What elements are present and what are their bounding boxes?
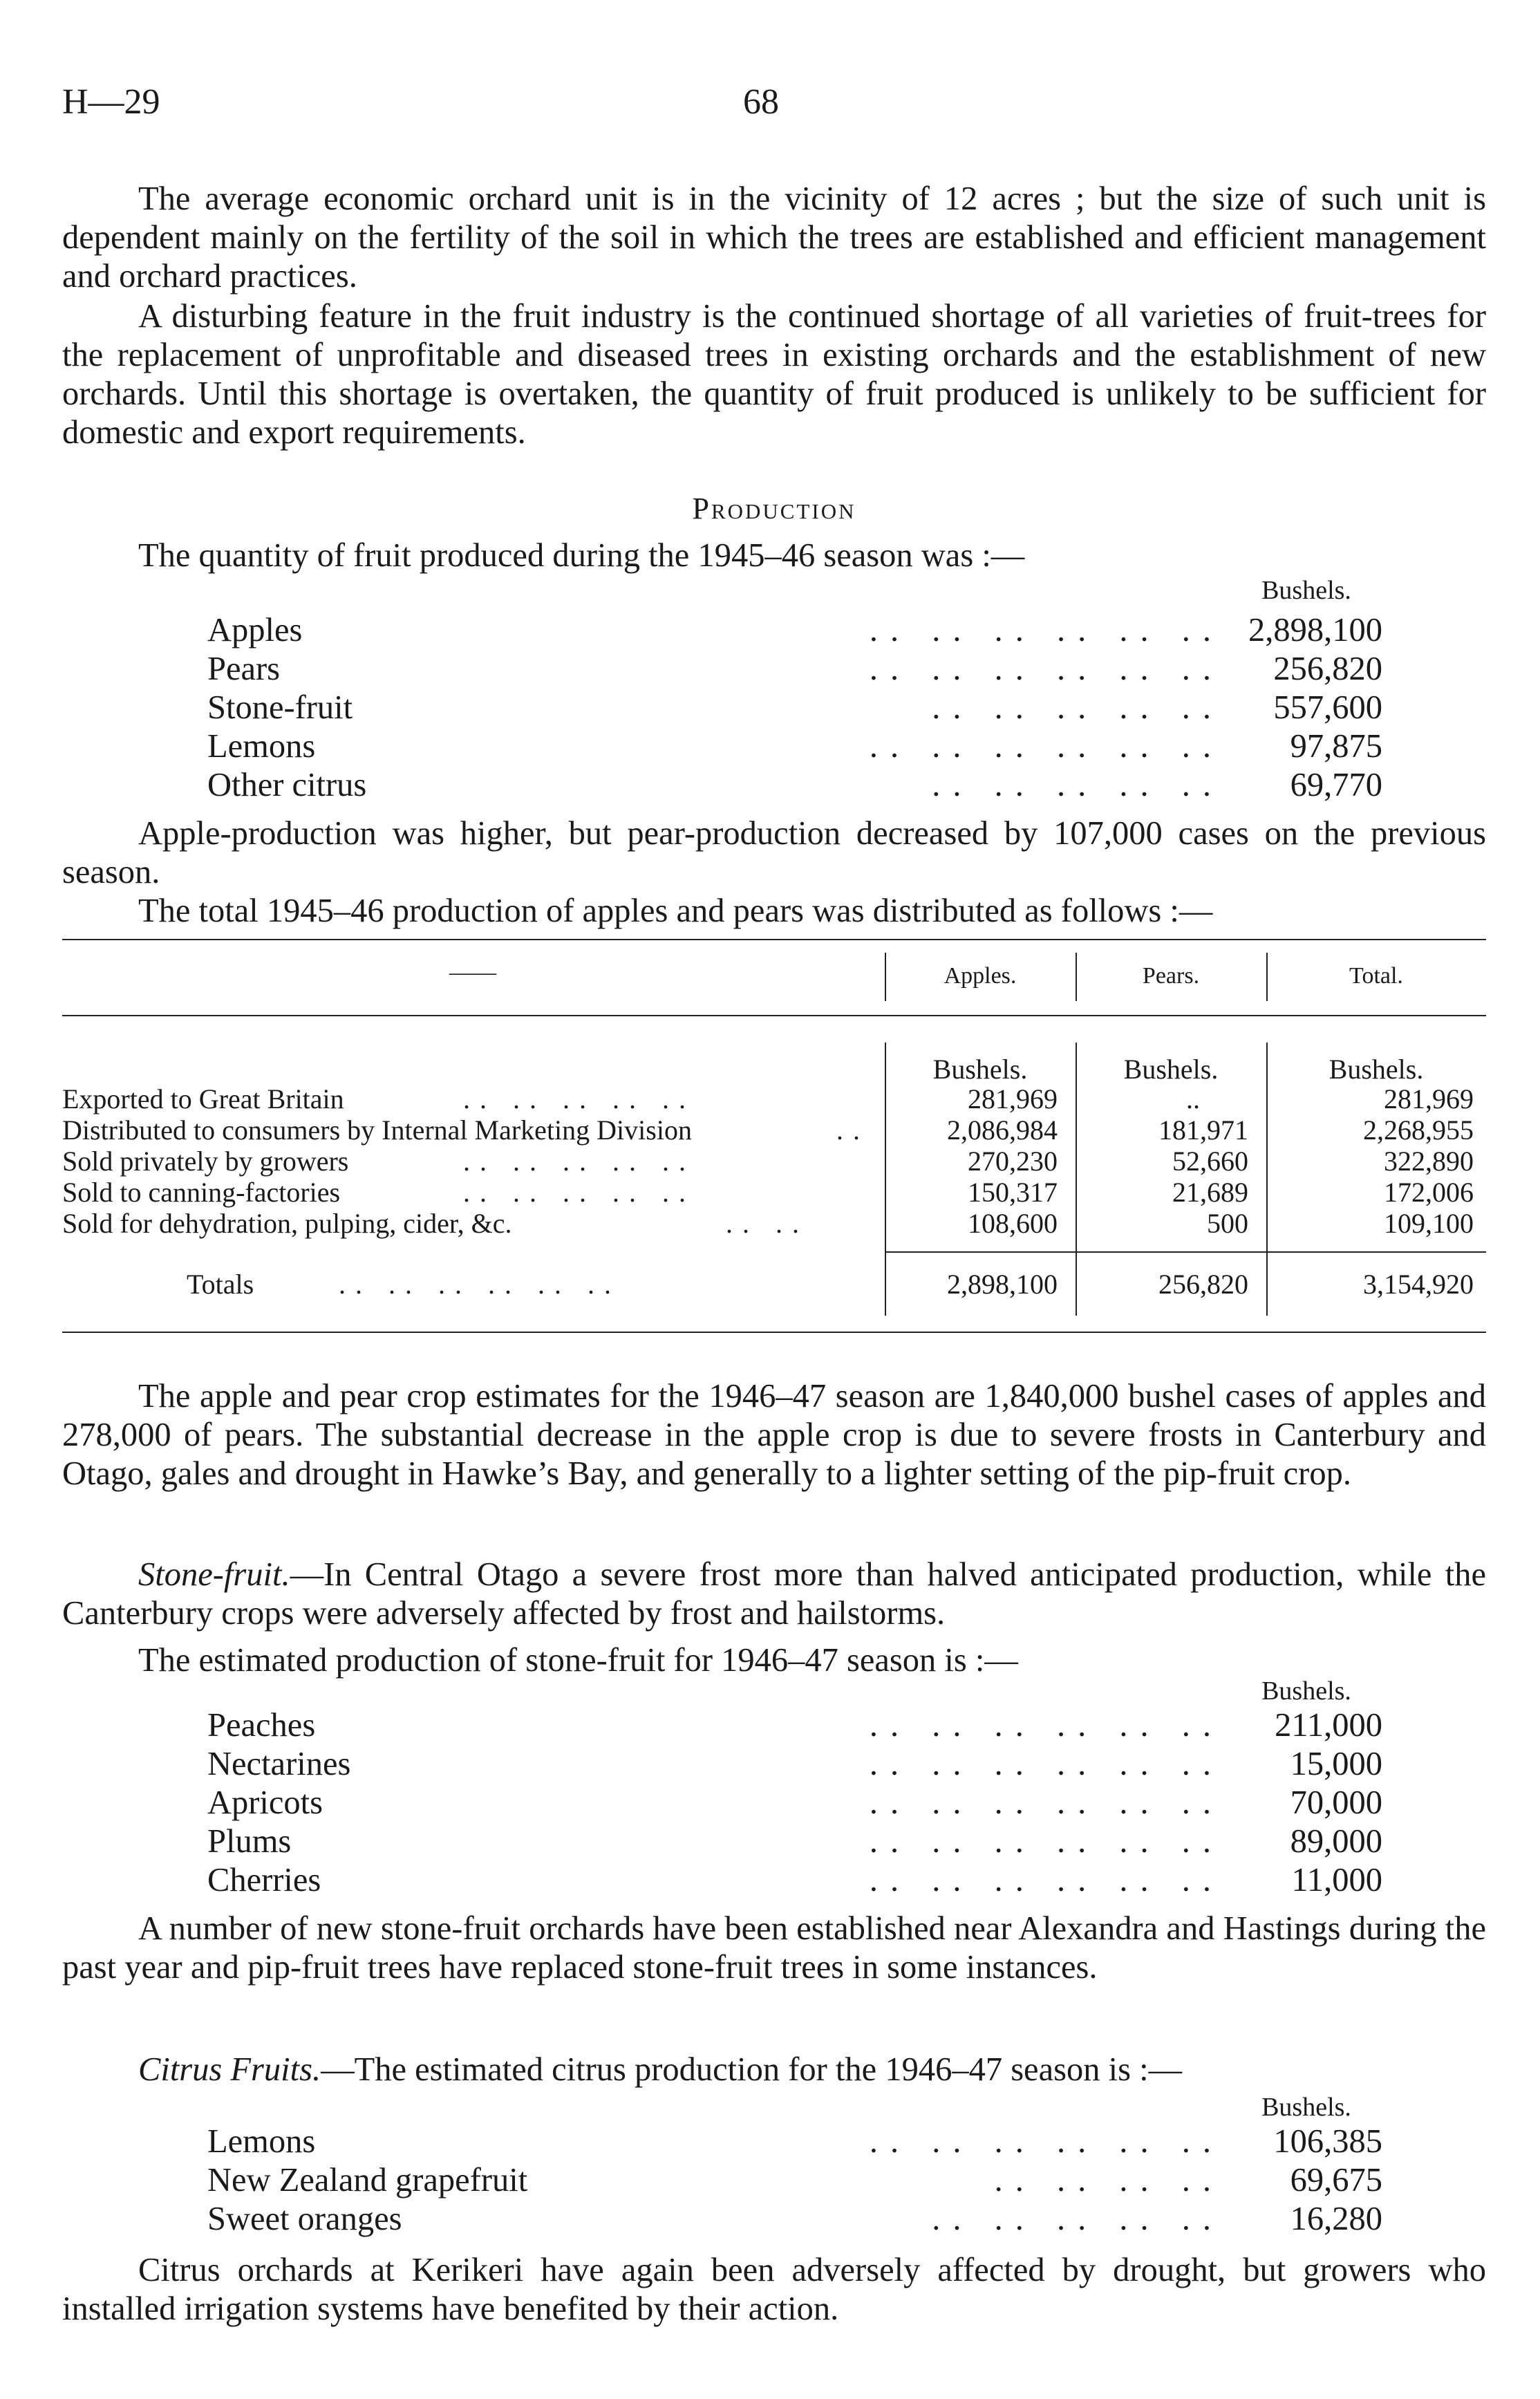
cell-apples: 150,317 bbox=[968, 1177, 1058, 1208]
stone-fruit-list bbox=[207, 1676, 1382, 1904]
document-code: H—29 bbox=[62, 82, 160, 122]
stone-fruit-intro: The estimated production of stone-fruit for 1946–47 season is :— bbox=[138, 1642, 1018, 1679]
stone-fruit-unit: Bushels. bbox=[1261, 1677, 1351, 1706]
unit-pears: Bushels. bbox=[1123, 1054, 1219, 1085]
row-label: Distributed to consumers by Internal Marketing Division bbox=[62, 1114, 692, 1146]
list-item-label: Plums bbox=[207, 1822, 298, 1860]
citrus-heading: Citrus Fruits. bbox=[138, 2051, 321, 2088]
list-item-value: 2,898,100 bbox=[1248, 612, 1382, 648]
total-total: 3,154,920 bbox=[1363, 1269, 1474, 1300]
list-item-value: 97,875 bbox=[1290, 728, 1382, 765]
cell-pears: 52,660 bbox=[1172, 1146, 1248, 1177]
cell-total: 281,969 bbox=[1384, 1083, 1474, 1114]
production-intro: The quantity of fruit produced during the 1945–46 season was :— bbox=[138, 537, 1025, 574]
cell-apples: 281,969 bbox=[968, 1083, 1058, 1114]
list-item: Sweet oranges .. .. .. .. .. 16,280 bbox=[207, 2201, 1382, 2237]
unit-apples: Bushels. bbox=[932, 1054, 1028, 1085]
list-item: Pears .. .. .. .. .. .. 256,820 bbox=[207, 651, 1382, 687]
unit-total: Bushels. bbox=[1328, 1054, 1424, 1085]
row-label: Sold for dehydration, pulping, cider, &c. bbox=[62, 1208, 512, 1239]
list-item-value: 16,280 bbox=[1290, 2201, 1382, 2237]
cell-total: 172,006 bbox=[1384, 1177, 1474, 1208]
list-item: Lemons .. .. .. .. .. .. 106,385 bbox=[207, 2123, 1382, 2160]
column-header-pears: Pears. bbox=[1142, 963, 1200, 989]
list-item-label: Apricots bbox=[207, 1784, 330, 1822]
table-row: Exported to Great Britain .. .. .. .. .. 281,969 .. 281,969 bbox=[62, 1083, 1474, 1114]
cell-total: 322,890 bbox=[1384, 1146, 1474, 1177]
production-list bbox=[207, 575, 1382, 810]
list-item-label: New Zealand grapefruit bbox=[207, 2161, 534, 2199]
list-item-value: 11,000 bbox=[1291, 1862, 1382, 1898]
list-item-value: 106,385 bbox=[1273, 2123, 1382, 2160]
list-item-label: Stone-fruit bbox=[207, 689, 359, 727]
production-unit: Bushels. bbox=[1261, 576, 1351, 605]
list-item-label: Pears bbox=[207, 650, 287, 688]
list-item-value: 70,000 bbox=[1290, 1784, 1382, 1821]
cell-total: 109,100 bbox=[1384, 1208, 1474, 1239]
cell-total: 2,268,955 bbox=[1363, 1114, 1474, 1146]
list-item: Cherries .. .. .. .. .. .. 11,000 bbox=[207, 1862, 1382, 1898]
stone-fruit-paragraph: Stone-fruit.—In Central Otago a severe frost more than halved anticipated production, while the Canterbury crops were adversely affected by frost and hailstorms. bbox=[62, 1556, 1486, 1632]
column-header-total: Total. bbox=[1349, 963, 1403, 989]
list-item-value: 89,000 bbox=[1290, 1823, 1382, 1860]
cell-pears: 181,971 bbox=[1158, 1114, 1248, 1146]
list-item-value: 15,000 bbox=[1290, 1746, 1382, 1782]
total-pears: 256,820 bbox=[1158, 1269, 1248, 1300]
list-item: Peaches .. .. .. .. .. .. 211,000 bbox=[207, 1707, 1382, 1744]
citrus-unit: Bushels. bbox=[1261, 2093, 1351, 2122]
total-apples: 2,898,100 bbox=[947, 1269, 1058, 1300]
cell-pears: 500 bbox=[1207, 1208, 1248, 1239]
list-item-label: Peaches bbox=[207, 1706, 322, 1744]
intro-paragraph-1: The average economic orchard unit is in the vicinity of 12 acres ; but the size of such unit is dependent mainly on the fertility of the soil in which the trees are established and efficient management and orchard practices. bbox=[62, 180, 1486, 295]
list-item-label: Lemons bbox=[207, 2122, 322, 2160]
list-item-label: Cherries bbox=[207, 1861, 328, 1899]
blank-column-header: —— bbox=[449, 960, 496, 985]
table-totals-row: Totals .. .. .. .. .. .. 2,898,100 256,820 3,154,920 bbox=[187, 1269, 1474, 1300]
table-row: Distributed to consumers by Internal Marketing Division .. 2,086,984 181,971 2,268,955 bbox=[62, 1114, 1474, 1146]
production-title: Production bbox=[692, 492, 856, 525]
stone-fruit-note: A number of new stone-fruit orchards have been established near Alexandra and Hastings during the past year and pip-fruit trees have replaced stone-fruit trees in some instances. bbox=[62, 1910, 1486, 1986]
list-item-label: Lemons bbox=[207, 727, 322, 765]
list-item-value: 69,770 bbox=[1290, 767, 1382, 803]
list-item: Other citrus .. .. .. .. .. 69,770 bbox=[207, 767, 1382, 803]
citrus-list bbox=[207, 2092, 1382, 2244]
citrus-note: Citrus orchards at Kerikeri have again been adversely affected by drought, but growers who installed irrigation systems have benefited by their action. bbox=[62, 2252, 1486, 2327]
list-item-value: 557,600 bbox=[1273, 689, 1382, 726]
table-row: Sold for dehydration, pulping, cider, &c. .. .. 108,600 500 109,100 bbox=[62, 1208, 1474, 1239]
page-number: 68 bbox=[743, 82, 779, 122]
list-item: Apples .. .. .. .. .. .. 2,898,100 bbox=[207, 612, 1382, 648]
cell-apples: 2,086,984 bbox=[947, 1114, 1058, 1146]
list-item-value: 69,675 bbox=[1290, 2162, 1382, 2199]
cell-apples: 108,600 bbox=[968, 1208, 1058, 1239]
list-item: Lemons .. .. .. .. .. .. 97,875 bbox=[207, 728, 1382, 765]
distribution-intro: The total 1945–46 production of apples and pears was distributed as follows :— bbox=[138, 893, 1213, 929]
cell-pears: 21,689 bbox=[1172, 1177, 1248, 1208]
list-item-label: Nectarines bbox=[207, 1745, 357, 1783]
intro-paragraph-2: A disturbing feature in the fruit industry is the continued shortage of all varieties of fruit-trees for the replacement of unprofitable and diseased trees in existing orchards and the establishment of new orchards. Until this shortage is overtaken, the quantity of fruit produced is unlikely to be sufficient for domestic and export requirements. bbox=[62, 298, 1486, 451]
row-label: Sold privately by growers bbox=[62, 1146, 349, 1177]
table-row: Sold privately by growers .. .. .. .. .. 270,230 52,660 322,890 bbox=[62, 1146, 1474, 1177]
list-item: Apricots .. .. .. .. .. .. 70,000 bbox=[207, 1784, 1382, 1821]
stone-fruit-heading: Stone-fruit. bbox=[138, 1556, 290, 1593]
list-item: Stone-fruit .. .. .. .. .. 557,600 bbox=[207, 689, 1382, 726]
distribution-table bbox=[62, 939, 1486, 1318]
list-item: Plums .. .. .. .. .. .. 89,000 bbox=[207, 1823, 1382, 1860]
cell-pears: .. bbox=[1186, 1083, 1200, 1114]
table-row: Sold to canning-factories .. .. .. .. .. 150,317 21,689 172,006 bbox=[62, 1177, 1474, 1208]
list-item-value: 211,000 bbox=[1275, 1707, 1382, 1744]
list-item-value: 256,820 bbox=[1273, 651, 1382, 687]
row-label: Exported to Great Britain bbox=[62, 1083, 344, 1114]
row-label: Sold to canning-factories bbox=[62, 1177, 341, 1208]
totals-label: Totals bbox=[187, 1269, 254, 1300]
list-item-label: Sweet oranges bbox=[207, 2200, 409, 2238]
citrus-paragraph: Citrus Fruits.—The estimated citrus production for the 1946–47 season is :— bbox=[138, 2051, 1183, 2088]
production-note: Apple-production was higher, but pear-production decreased by 107,000 cases on the previous season. bbox=[62, 815, 1486, 890]
column-header-apples: Apples. bbox=[943, 963, 1017, 989]
list-item-label: Other citrus bbox=[207, 766, 373, 804]
list-item-label: Apples bbox=[207, 611, 309, 649]
estimates-paragraph: The apple and pear crop estimates for the 1946–47 season are 1,840,000 bushel cases of apples and 278,000 of pears. The substantial decrease in the apple crop is due to severe frosts in Canterbury and Otago, gales and drought in Hawke’s Bay, and generally to a lighter setting of the pip-fruit crop. bbox=[62, 1378, 1486, 1492]
list-item: Nectarines .. .. .. .. .. .. 15,000 bbox=[207, 1746, 1382, 1782]
list-item: New Zealand grapefruit .. .. .. .. 69,675 bbox=[207, 2162, 1382, 2199]
cell-apples: 270,230 bbox=[968, 1146, 1058, 1177]
